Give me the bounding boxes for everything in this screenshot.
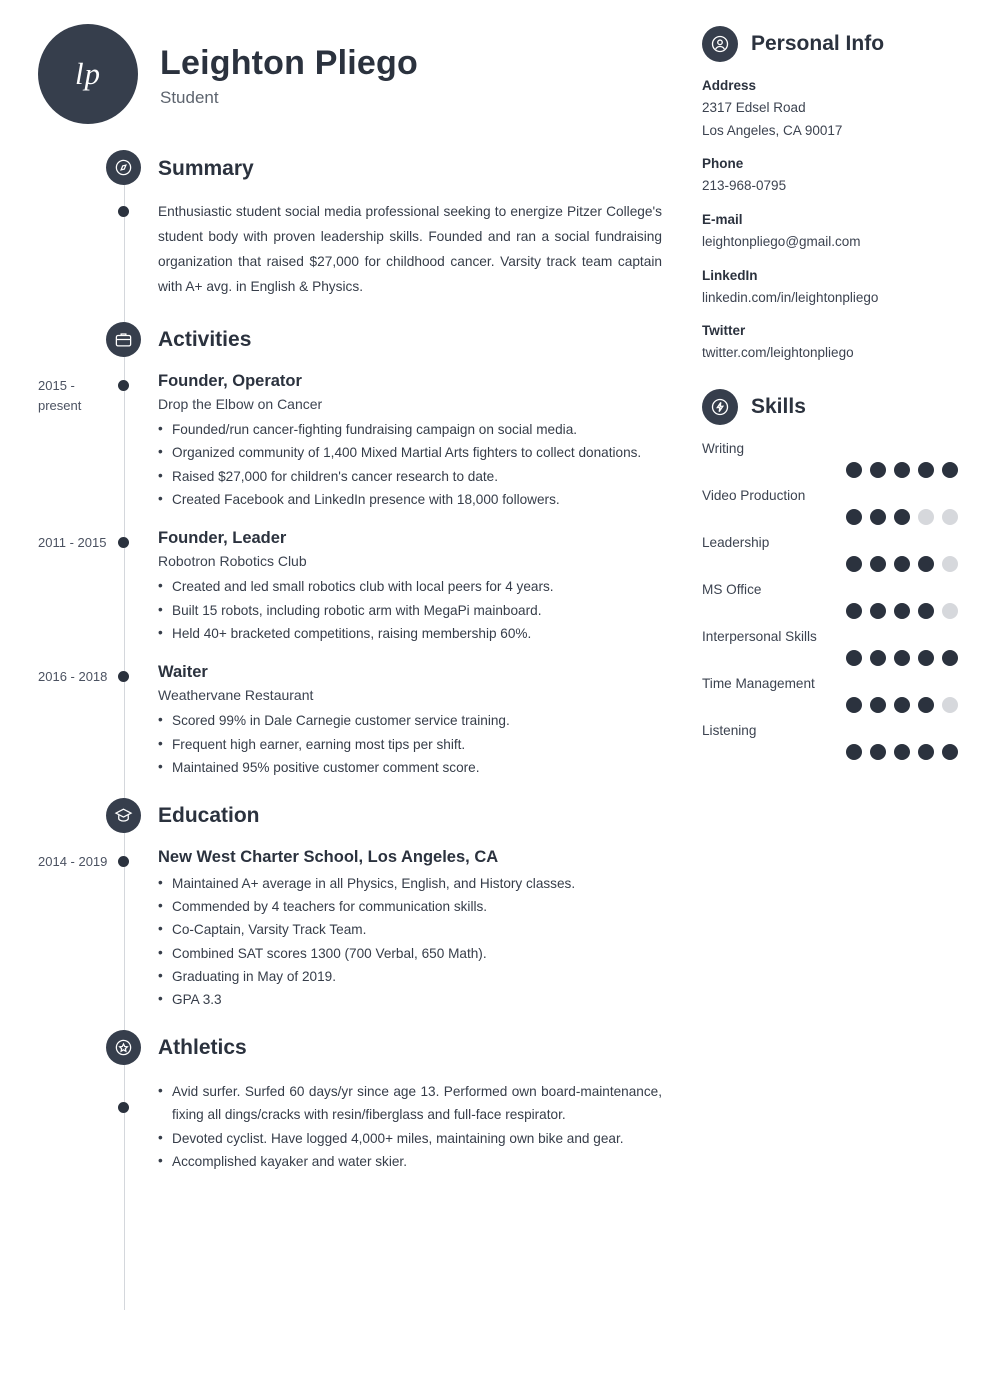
list-item: • Frequent high earner, earning most tips per shift. <box>158 733 662 756</box>
info-phone <box>702 156 960 198</box>
timeline-dot <box>118 671 129 682</box>
activity-entry <box>38 529 662 645</box>
entry-bullets <box>158 418 662 512</box>
skill-name: MS Office <box>702 582 762 598</box>
timeline-dot <box>118 537 129 548</box>
entry-subtitle: Robotron Robotics Club <box>158 553 307 570</box>
list-item: • Commended by 4 teachers for communication skills. <box>158 895 662 918</box>
list-item: • Created Facebook and LinkedIn presence with 18,000 followers. <box>158 488 662 511</box>
address-line-2: Los Angeles, CA 90017 <box>702 122 843 138</box>
skill-name: Time Management <box>702 676 815 692</box>
info-label: E-mail <box>702 212 743 228</box>
entry-dates: 2014 - 2019 <box>38 853 108 869</box>
section-education-title: Education <box>158 804 260 827</box>
skill-row <box>702 723 960 760</box>
activity-entry <box>38 372 662 512</box>
skills-title: Skills <box>751 395 806 419</box>
info-value[interactable]: linkedin.com/in/leightonpliego <box>702 289 879 305</box>
name-block <box>160 40 418 108</box>
info-value[interactable]: leightonpliego@gmail.com <box>702 234 861 250</box>
skill-name: Interpersonal Skills <box>702 629 817 645</box>
list-item: • Devoted cyclist. Have logged 4,000+ miles, maintaining own bike and gear. <box>158 1127 662 1150</box>
section-summary <box>38 150 662 300</box>
section-activities-header <box>38 322 662 358</box>
section-activities <box>38 322 662 780</box>
list-item: • Graduating in May of 2019. <box>158 965 662 988</box>
skill-row <box>702 441 960 478</box>
activity-entry <box>38 663 662 779</box>
info-value[interactable]: twitter.com/leightonpliego <box>702 345 854 361</box>
info-twitter <box>702 323 960 365</box>
timeline-dot <box>118 206 129 217</box>
skill-row <box>702 488 960 525</box>
skill-row <box>702 629 960 666</box>
personal-info-title: Personal Info <box>751 32 885 55</box>
list-item: • Built 15 robots, including robotic arm with MegaPi mainboard. <box>158 599 662 622</box>
list-item: • Accomplished kayaker and water skier. <box>158 1150 662 1173</box>
entry-title: New West Charter School, Los Angeles, CA <box>158 847 499 866</box>
info-value <box>702 97 960 142</box>
section-education <box>38 798 662 1012</box>
compass-icon <box>106 150 141 185</box>
entry-bullets <box>158 575 662 645</box>
list-item: • Co-Captain, Varsity Track Team. <box>158 918 662 941</box>
timeline-dot <box>118 1102 129 1113</box>
section-summary-title: Summary <box>158 156 254 180</box>
info-label: LinkedIn <box>702 267 758 283</box>
info-address <box>702 78 960 142</box>
candidate-job-title: Student <box>160 88 219 108</box>
info-label: Address <box>702 78 757 93</box>
entry-bullets <box>158 872 662 1012</box>
timeline-dot <box>118 380 129 391</box>
sidebar-column <box>690 0 990 770</box>
entry-dates: 2016 - 2018 <box>38 669 108 685</box>
skill-rating <box>702 697 960 713</box>
section-summary-header <box>38 150 662 186</box>
candidate-name: Leighton Pliego <box>160 43 418 82</box>
entry-title: Founder, Leader <box>158 529 287 548</box>
info-label: Twitter <box>702 323 746 339</box>
summary-entry <box>38 200 662 300</box>
list-item: • Raised $27,000 for children's cancer research to date. <box>158 465 662 488</box>
list-item: • Founded/run cancer-fighting fundraising campaign on social media. <box>158 418 662 441</box>
entry-title: Founder, Operator <box>158 371 302 390</box>
list-item: • Avid surfer. Surfed 60 days/yr since age 13. Performed own board-maintenance, fixing all dings/cracks with resin/fiberglass and full-face respirator. <box>158 1080 662 1127</box>
list-item: • Combined SAT scores 1300 (700 Verbal, 650 Math). <box>158 942 662 965</box>
info-label: Phone <box>702 156 744 172</box>
education-entry <box>38 848 662 1012</box>
summary-text: Enthusiastic student social media professional seeking to energize Pitzer College's student body with proven leadership skills. Founded and ran a social fundraising organization that raised $27,000 for childhood cancer. Varsity track team captain with A+ avg. in English & Physics. <box>158 204 662 294</box>
info-email <box>702 212 960 254</box>
entry-subtitle: Drop the Elbow on Cancer <box>158 395 323 412</box>
entry-bullets <box>158 1080 662 1174</box>
avatar <box>38 24 138 124</box>
skill-name: Listening <box>702 723 757 739</box>
section-athletics <box>38 1030 662 1174</box>
skill-name: Writing <box>702 441 745 457</box>
list-item: • Maintained A+ average in all Physics, English, and History classes. <box>158 872 662 895</box>
section-activities-title: Activities <box>158 328 252 352</box>
briefcase-icon <box>106 322 141 357</box>
skill-rating <box>702 509 960 525</box>
list-item: • Organized community of 1,400 Mixed Martial Arts fighters to collect donations. <box>158 441 662 464</box>
skill-rating <box>702 556 960 572</box>
timeline-dot <box>118 856 129 867</box>
entry-title: Waiter <box>158 663 208 682</box>
graduation-cap-icon <box>106 798 141 833</box>
list-item: • Held 40+ bracketed competitions, raising membership 60%. <box>158 622 662 645</box>
section-athletics-header <box>38 1030 662 1066</box>
athletics-entry <box>38 1080 662 1174</box>
person-circle-icon <box>702 26 738 62</box>
personal-info-header <box>702 26 960 62</box>
list-item: • Maintained 95% positive customer comment score. <box>158 756 662 779</box>
skills-list <box>702 441 960 760</box>
info-linkedin <box>702 268 960 310</box>
star-badge-icon <box>106 1030 141 1065</box>
avatar-initials: lp <box>74 56 102 91</box>
resume-header <box>38 24 662 124</box>
list-item: • Scored 99% in Dale Carnegie customer service training. <box>158 709 662 732</box>
section-education-header <box>38 798 662 834</box>
skills-header <box>702 389 960 425</box>
skill-name: Video Production <box>702 488 806 504</box>
entry-dates: 2015 - present <box>38 377 82 413</box>
skill-rating <box>702 744 960 760</box>
section-athletics-title: Athletics <box>158 1036 247 1060</box>
entry-bullets <box>158 709 662 779</box>
list-item: • GPA 3.3 <box>158 988 662 1011</box>
entry-dates: 2011 - 2015 <box>38 535 107 551</box>
lightning-badge-icon <box>702 389 738 425</box>
skill-rating <box>702 650 960 666</box>
skill-row <box>702 676 960 713</box>
skill-row <box>702 582 960 619</box>
address-line-1: 2317 Edsel Road <box>702 100 806 115</box>
list-item: • Created and led small robotics club with local peers for 4 years. <box>158 575 662 598</box>
skill-rating <box>702 603 960 619</box>
skill-row <box>702 535 960 572</box>
skill-rating <box>702 462 960 478</box>
info-value: 213-968-0795 <box>702 178 787 194</box>
skill-name: Leadership <box>702 535 770 551</box>
entry-subtitle: Weathervane Restaurant <box>158 687 314 704</box>
